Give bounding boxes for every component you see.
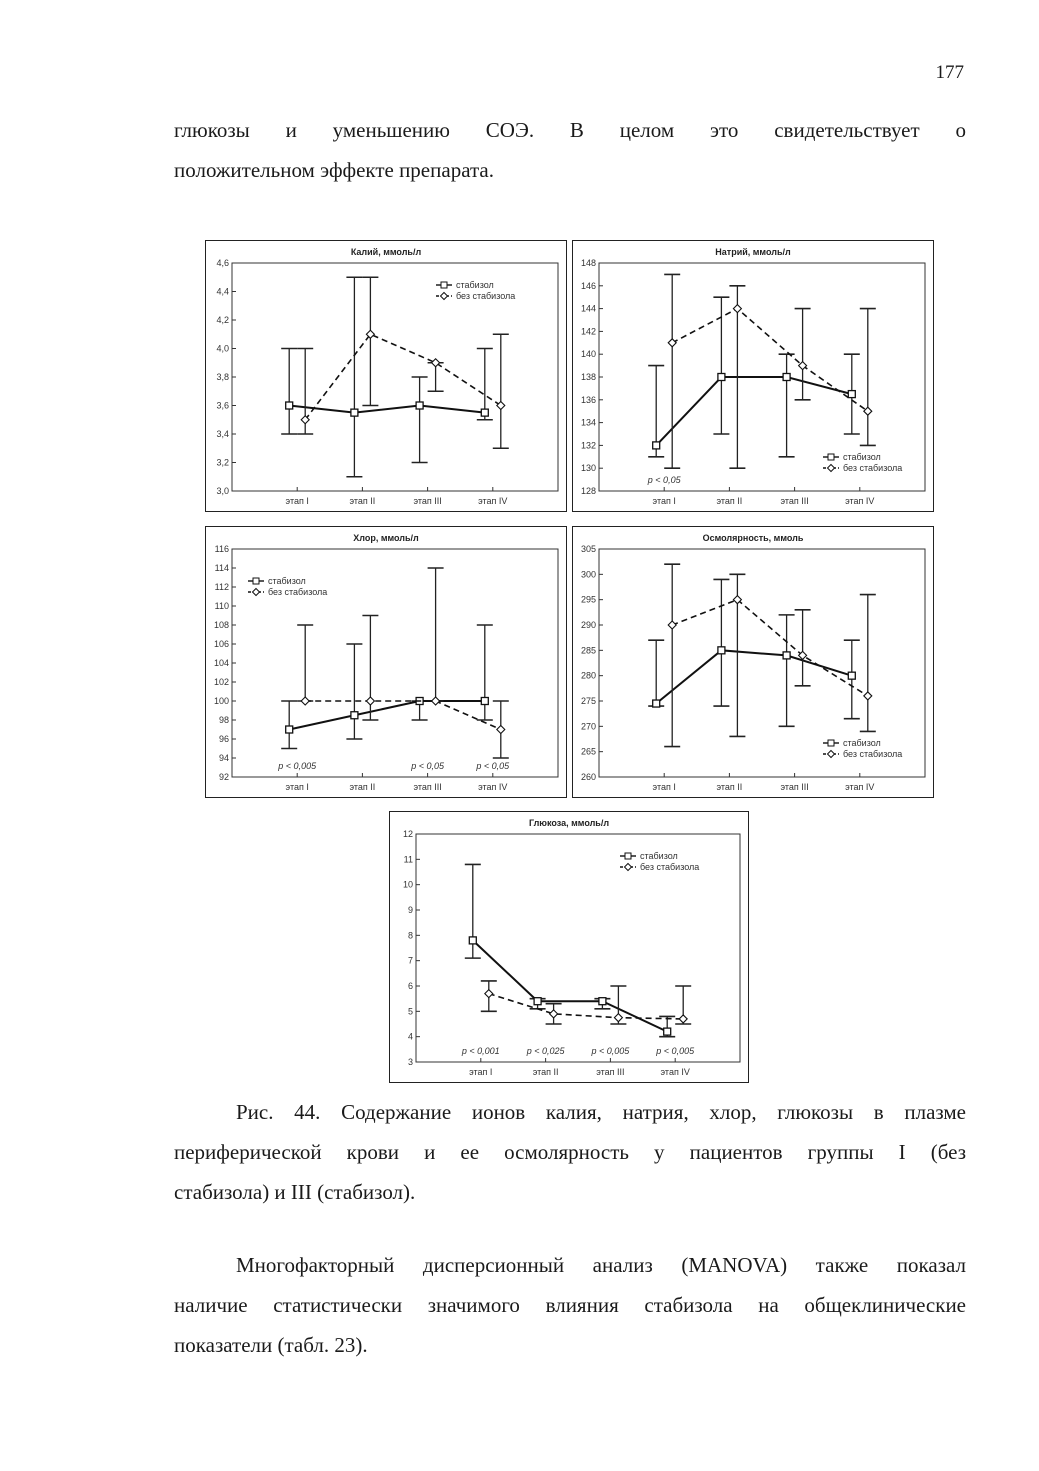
legend-label: стабизол bbox=[843, 452, 881, 462]
figure-caption bbox=[174, 1092, 966, 1212]
y-tick-label: 10 bbox=[402, 879, 413, 890]
p-value-annotation: p < 0,005 bbox=[278, 761, 317, 771]
legend-marker bbox=[253, 589, 260, 596]
y-tick-label: 96 bbox=[218, 734, 229, 744]
data-point bbox=[301, 697, 309, 705]
y-tick-label: 12 bbox=[402, 829, 413, 839]
data-point bbox=[653, 442, 660, 449]
data-point bbox=[469, 937, 476, 944]
manova-line-3: показатели (табл. 23). bbox=[174, 1333, 368, 1357]
legend-label: без стабизола bbox=[456, 291, 516, 301]
chart-title: Натрий, ммоль/л bbox=[715, 247, 791, 257]
legend-label: стабизол bbox=[268, 576, 306, 586]
intro-line-1: глюкозы и уменьшению СОЭ. В целом это свидетельствует о bbox=[174, 118, 966, 142]
y-tick-label: 265 bbox=[580, 746, 596, 757]
y-tick-label: 142 bbox=[580, 326, 596, 337]
y-tick-label: 148 bbox=[580, 258, 596, 268]
y-tick-label: 270 bbox=[580, 721, 596, 732]
data-point bbox=[668, 621, 676, 629]
y-tick-label: 116 bbox=[214, 544, 229, 554]
y-tick-label: 4,2 bbox=[216, 315, 229, 325]
x-tick-label: этап I bbox=[652, 782, 676, 792]
data-point bbox=[351, 712, 358, 719]
y-tick-label: 5 bbox=[407, 1006, 413, 1017]
y-tick-label: 106 bbox=[213, 639, 229, 649]
chart-natriy bbox=[572, 240, 934, 512]
y-tick-label: 4,4 bbox=[216, 286, 229, 297]
x-tick-label: этап II bbox=[716, 496, 743, 506]
series-line bbox=[289, 406, 485, 413]
legend-label: без стабизола bbox=[268, 587, 328, 597]
y-tick-label: 104 bbox=[213, 658, 229, 668]
y-tick-label: 285 bbox=[580, 645, 596, 656]
x-tick-label: этап II bbox=[349, 782, 376, 792]
chart-osmolarity-svg bbox=[573, 527, 933, 797]
p-value-annotation: p < 0,05 bbox=[411, 761, 444, 771]
y-tick-label: 11 bbox=[403, 854, 413, 865]
x-tick-label: этап III bbox=[596, 1067, 625, 1077]
x-tick-label: этап I bbox=[285, 496, 309, 506]
data-point bbox=[733, 305, 741, 313]
data-point bbox=[668, 339, 676, 347]
y-tick-label: 146 bbox=[580, 280, 596, 291]
series-line bbox=[672, 600, 868, 696]
x-tick-label: этап IV bbox=[478, 496, 508, 506]
x-tick-label: этап I bbox=[652, 496, 676, 506]
y-tick-label: 8 bbox=[407, 930, 413, 941]
legend-marker bbox=[828, 454, 834, 460]
p-value-annotation: p < 0,025 bbox=[526, 1046, 565, 1056]
data-point bbox=[497, 726, 505, 734]
x-tick-label: этап III bbox=[413, 496, 442, 506]
y-tick-label: 3,8 bbox=[216, 372, 229, 382]
manova-line-1: Многофакторный дисперсионный анализ (MANOVA) также показал bbox=[236, 1253, 966, 1277]
data-point bbox=[653, 700, 660, 707]
y-tick-label: 134 bbox=[580, 417, 596, 428]
chart-natriy-svg bbox=[573, 241, 933, 511]
data-point bbox=[366, 697, 374, 705]
data-point bbox=[481, 698, 488, 705]
series-line bbox=[672, 309, 868, 412]
chart-kaliy-svg bbox=[206, 241, 566, 511]
y-tick-label: 4,6 bbox=[216, 258, 229, 268]
y-tick-label: 305 bbox=[580, 544, 596, 554]
y-tick-label: 94 bbox=[218, 753, 229, 763]
series-line bbox=[656, 650, 852, 703]
data-point bbox=[718, 374, 725, 381]
legend-label: стабизол bbox=[456, 280, 494, 290]
y-tick-label: 112 bbox=[214, 582, 229, 592]
chart-title: Глюкоза, ммоль/л bbox=[528, 818, 610, 828]
y-tick-label: 4 bbox=[407, 1031, 413, 1042]
data-point bbox=[416, 402, 423, 409]
data-point bbox=[783, 652, 790, 659]
legend-label: без стабизола bbox=[640, 862, 700, 872]
legend-marker bbox=[441, 293, 448, 300]
chart-glucose-svg bbox=[390, 812, 748, 1082]
legend-marker bbox=[625, 864, 632, 871]
y-tick-label: 290 bbox=[580, 620, 596, 630]
chart-kaliy bbox=[205, 240, 567, 512]
x-tick-label: этап I bbox=[285, 782, 309, 792]
data-point bbox=[351, 409, 358, 416]
y-tick-label: 275 bbox=[580, 696, 596, 706]
y-tick-label: 144 bbox=[580, 303, 596, 314]
intro-line-2: положительном эффекте препарата. bbox=[174, 158, 494, 182]
data-point bbox=[485, 990, 493, 998]
y-tick-label: 6 bbox=[407, 981, 413, 991]
data-point bbox=[534, 998, 541, 1005]
data-point bbox=[614, 1014, 622, 1022]
y-tick-label: 100 bbox=[213, 696, 229, 706]
y-tick-label: 9 bbox=[407, 905, 413, 915]
chart-title: Осмолярность, ммоль bbox=[702, 533, 804, 543]
data-point bbox=[664, 1028, 671, 1035]
legend-marker bbox=[441, 282, 447, 288]
chart-glucose bbox=[389, 811, 749, 1083]
y-tick-label: 98 bbox=[218, 715, 229, 725]
x-tick-label: этап III bbox=[780, 496, 809, 506]
manova-paragraph bbox=[174, 1245, 966, 1365]
p-value-annotation: p < 0,005 bbox=[591, 1046, 630, 1056]
y-tick-label: 92 bbox=[218, 772, 229, 782]
y-tick-label: 110 bbox=[214, 601, 229, 611]
p-value-annotation: p < 0,05 bbox=[647, 475, 681, 485]
y-tick-label: 3 bbox=[407, 1057, 413, 1067]
series-line bbox=[656, 377, 852, 445]
p-value-annotation: p < 0,005 bbox=[656, 1046, 695, 1056]
data-point bbox=[481, 409, 488, 416]
data-point bbox=[679, 1015, 687, 1023]
data-point bbox=[718, 647, 725, 654]
x-tick-label: этап III bbox=[413, 782, 442, 792]
y-tick-label: 114 bbox=[214, 563, 229, 573]
legend-marker bbox=[253, 578, 259, 584]
x-tick-label: этап II bbox=[349, 496, 376, 506]
data-point bbox=[864, 692, 872, 700]
chart-khlor bbox=[205, 526, 567, 798]
data-point bbox=[550, 1010, 558, 1018]
legend-marker bbox=[828, 465, 835, 472]
y-tick-label: 300 bbox=[580, 569, 596, 580]
p-value-annotation: p < 0,05 bbox=[476, 761, 510, 771]
x-tick-label: этап III bbox=[780, 782, 809, 792]
data-point bbox=[286, 726, 293, 733]
chart-title: Хлор, ммоль/л bbox=[353, 533, 419, 543]
y-tick-label: 128 bbox=[580, 486, 596, 496]
caption-line-1: Рис. 44. Содержание ионов калия, натрия, хлор, глюкозы в плазме bbox=[236, 1100, 966, 1124]
data-point bbox=[286, 402, 293, 409]
chart-osmolarity bbox=[572, 526, 934, 798]
y-tick-label: 3,4 bbox=[216, 429, 229, 439]
x-tick-label: этап IV bbox=[660, 1067, 690, 1077]
page-number: 177 bbox=[935, 62, 964, 83]
x-tick-label: этап I bbox=[469, 1067, 493, 1077]
x-tick-label: этап IV bbox=[845, 496, 875, 506]
y-tick-label: 102 bbox=[213, 677, 229, 687]
y-tick-label: 136 bbox=[580, 394, 596, 405]
manova-line-2: наличие статистически значимого влияния стабизола на общеклинические bbox=[174, 1293, 966, 1317]
y-tick-label: 3,2 bbox=[216, 457, 229, 468]
x-tick-label: этап II bbox=[532, 1067, 559, 1077]
legend-marker bbox=[625, 853, 631, 859]
y-tick-label: 280 bbox=[580, 670, 596, 681]
legend-label: без стабизола bbox=[843, 749, 903, 759]
y-tick-label: 4,0 bbox=[216, 343, 229, 354]
y-tick-label: 138 bbox=[580, 372, 596, 382]
data-point bbox=[783, 374, 790, 381]
y-tick-label: 130 bbox=[580, 463, 596, 474]
series-line bbox=[289, 701, 485, 730]
caption-line-3: стабизола) и III (стабизол). bbox=[174, 1180, 416, 1204]
series-line bbox=[489, 994, 683, 1019]
legend-label: стабизол bbox=[640, 851, 678, 861]
caption-line-2: периферической крови и ее осмолярность у пациентов группы I (без bbox=[174, 1140, 966, 1164]
y-tick-label: 295 bbox=[580, 594, 596, 605]
chart-khlor-svg bbox=[206, 527, 566, 797]
x-tick-label: этап IV bbox=[478, 782, 508, 792]
data-point bbox=[497, 402, 505, 410]
y-tick-label: 132 bbox=[580, 440, 596, 451]
y-tick-label: 3,0 bbox=[216, 486, 229, 496]
y-tick-label: 260 bbox=[580, 772, 596, 782]
y-tick-label: 108 bbox=[213, 620, 229, 630]
legend-marker bbox=[828, 740, 834, 746]
x-tick-label: этап IV bbox=[845, 782, 875, 792]
data-point bbox=[599, 998, 606, 1005]
data-point bbox=[432, 697, 440, 705]
chart-title: Калий, ммоль/л bbox=[350, 247, 422, 257]
data-point bbox=[848, 391, 855, 398]
p-value-annotation: p < 0,001 bbox=[461, 1046, 500, 1056]
data-point bbox=[432, 359, 440, 367]
y-tick-label: 7 bbox=[407, 955, 413, 966]
y-tick-label: 140 bbox=[580, 349, 596, 360]
intro-paragraph bbox=[174, 110, 966, 190]
x-tick-label: этап II bbox=[716, 782, 743, 792]
y-tick-label: 3,6 bbox=[216, 400, 229, 411]
data-point bbox=[848, 672, 855, 679]
legend-marker bbox=[828, 751, 835, 758]
legend-label: без стабизола bbox=[843, 463, 903, 473]
legend-label: стабизол bbox=[843, 738, 881, 748]
